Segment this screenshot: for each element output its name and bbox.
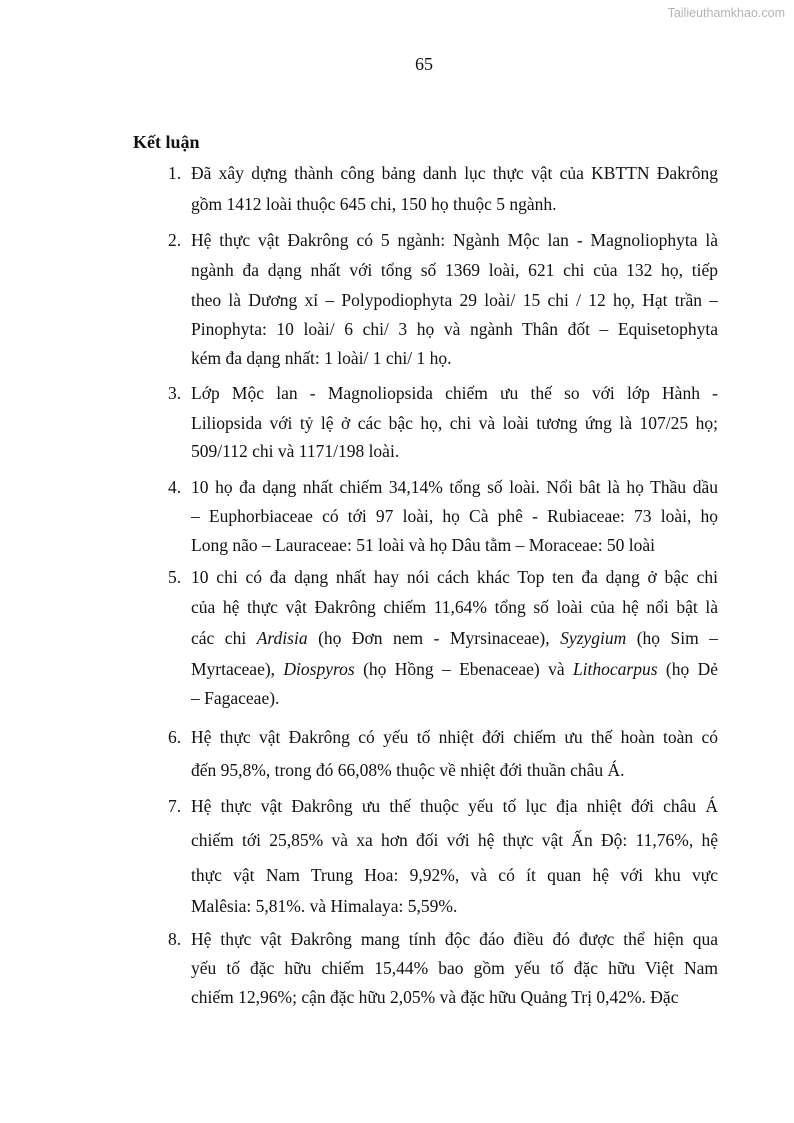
list-item-line <box>191 255 718 285</box>
list-item-line <box>191 592 718 622</box>
list-item-number: 1. <box>168 163 182 183</box>
list-item-line <box>191 285 718 315</box>
text-segment: (họ Đơn nem - Myrsinaceae), <box>307 628 561 648</box>
text-segment: Liliopsida với tỷ lệ ở các bậc họ, chi và loài tương ứng là 107/25 họ; <box>191 413 718 433</box>
text-segment: 10 họ đa dạng nhất chiếm 34,14% tổng số loài. Nổi bât là họ Thầu dầu <box>191 477 718 497</box>
list-item-line <box>191 501 718 531</box>
text-segment: – Fagaceae). <box>191 688 280 708</box>
text-segment: kém đa dạng nhất: 1 loài/ 1 chi/ 1 họ. <box>191 348 452 368</box>
list-item-line <box>191 953 718 983</box>
italic-genus-name: Diospyros <box>283 659 355 679</box>
text-segment: các chi <box>191 628 257 648</box>
list-item-number: 6. <box>168 727 182 747</box>
list-item-line <box>191 982 718 1012</box>
watermark: Tailieuthamkhao.com <box>667 6 785 20</box>
text-segment: Hệ thực vật Đakrông mang tính độc đáo điều đó được thể hiện qua <box>191 929 718 949</box>
italic-genus-name: Lithocarpus <box>572 659 658 679</box>
text-segment: gồm 1412 loài thuộc 645 chi, 150 họ thuộc 5 ngành. <box>191 194 557 214</box>
text-segment: ngành đa dạng nhất với tổng số 1369 loài, 621 chi của 132 họ, tiếp <box>191 260 718 280</box>
italic-genus-name: Ardisia <box>256 628 308 648</box>
list-item-line <box>191 791 718 821</box>
list-item-line <box>191 436 718 466</box>
text-segment: (họ Hồng – Ebenaceae) và <box>354 659 573 679</box>
list-item-line <box>191 158 718 188</box>
text-segment: 10 chi có đa dạng nhất hay nói cách khác Top ten đa dạng ở bậc chi <box>191 567 718 587</box>
list-item-line <box>191 891 718 921</box>
list-item-line <box>191 408 718 438</box>
list-item-line <box>191 225 718 255</box>
page-number: 65 <box>415 54 433 74</box>
list-item-line <box>191 530 718 560</box>
text-segment: theo là Dương xỉ – Polypodiophyta 29 loài/ 15 chi / 12 họ, Hạt trần – <box>191 290 718 310</box>
text-segment: Lớp Mộc lan - Magnoliopsida chiếm ưu thế so với lớp Hành - <box>191 383 718 403</box>
text-segment: Long não – Lauraceae: 51 loài và họ Dâu tằm – Moraceae: 50 loài <box>191 535 656 555</box>
text-segment: Hệ thực vật Đakrông có 5 ngành: Ngành Mộc lan - Magnoliophyta là <box>191 230 718 250</box>
list-item-line <box>191 378 718 408</box>
list-item-line <box>191 343 718 373</box>
text-segment: Hệ thực vật Đakrông có yếu tố nhiệt đới chiếm ưu thế hoàn toàn có <box>191 727 718 747</box>
list-item-line <box>191 825 718 855</box>
text-segment: đến 95,8%, trong đó 66,08% thuộc về nhiệt đới thuần châu Á. <box>191 760 625 780</box>
text-segment: Hệ thực vật Đakrông ưu thế thuộc yếu tố lục địa nhiệt đới châu Á <box>191 796 718 816</box>
list-item-number: 4. <box>168 477 182 497</box>
text-segment: (họ Dẻ <box>657 659 718 679</box>
text-segment: Đã xây dựng thành công bảng danh lục thực vật của KBTTN Đakrông <box>191 163 718 183</box>
list-item-line <box>191 722 718 752</box>
italic-genus-name: Syzygium <box>560 628 627 648</box>
text-segment: chiếm 12,96%; cận đặc hữu 2,05% và đặc hữu Quảng Trị 0,42%. Đặc <box>191 987 679 1007</box>
text-segment: thực vật Nam Trung Hoa: 9,92%, và có ít quan hệ với khu vực <box>191 865 718 885</box>
list-item-number: 7. <box>168 796 182 816</box>
list-item-line <box>191 189 718 219</box>
list-item-number: 8. <box>168 929 182 949</box>
section-heading: Kết luận <box>133 132 200 152</box>
list-item-line <box>191 755 718 785</box>
list-item-number: 3. <box>168 383 182 403</box>
list-item-line <box>191 860 718 890</box>
list-item-line <box>191 562 718 592</box>
list-item-line <box>191 654 718 684</box>
text-segment: Myrtaceae), <box>191 659 284 679</box>
list-item-line <box>191 623 718 653</box>
list-item-line <box>191 314 718 344</box>
text-segment: 509/112 chi và 1171/198 loài. <box>191 441 400 461</box>
list-item-number: 5. <box>168 567 182 587</box>
text-segment: (họ Sim – <box>626 628 718 648</box>
text-segment: yếu tố đặc hữu chiếm 15,44% bao gồm yếu tố đặc hữu Việt Nam <box>191 958 718 978</box>
list-item-line <box>191 924 718 954</box>
text-segment: của hệ thực vật Đakrông chiếm 11,64% tổng số loài của hệ nổi bật là <box>191 597 718 617</box>
text-segment: – Euphorbiaceae có tới 97 loài, họ Cà phê - Rubiaceae: 73 loài, họ <box>191 506 718 526</box>
text-segment: chiếm tới 25,85% và xa hơn đối với hệ thực vật Ấn Độ: 11,76%, hệ <box>191 830 718 850</box>
list-item-number: 2. <box>168 230 182 250</box>
text-segment: Pinophyta: 10 loài/ 6 chi/ 3 họ và ngành Thân đốt – Equisetophyta <box>191 319 718 339</box>
list-item-line <box>191 472 718 502</box>
text-segment: Malêsia: 5,81%. và Himalaya: 5,59%. <box>191 896 458 916</box>
list-item-line <box>191 683 718 713</box>
